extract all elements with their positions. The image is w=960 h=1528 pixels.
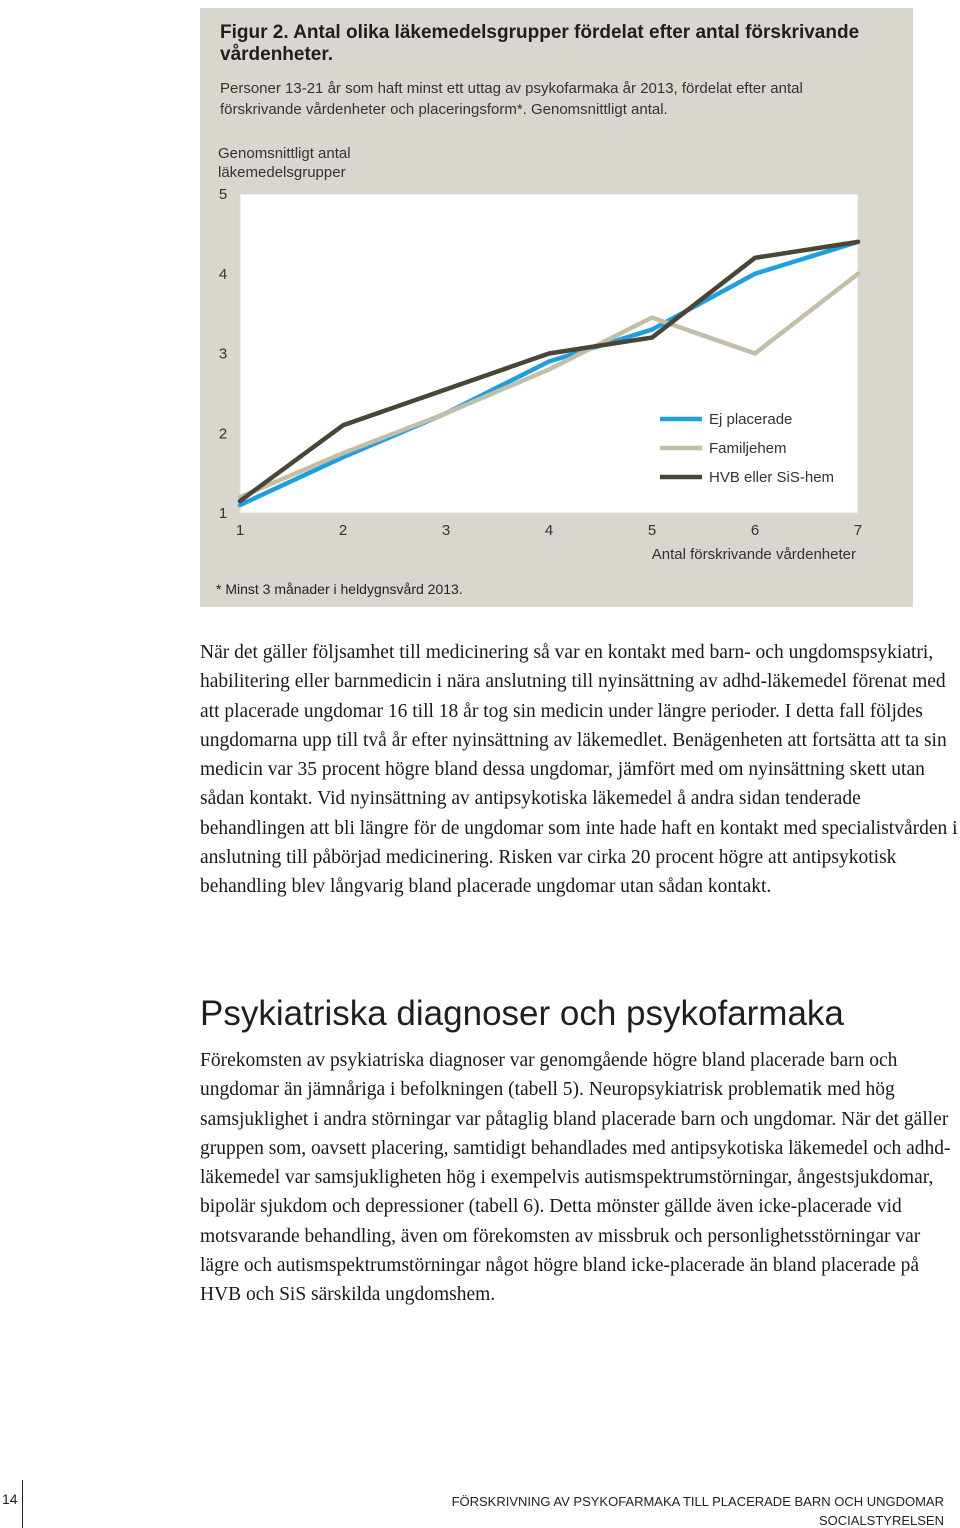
x-tick-label: 3 (441, 522, 451, 539)
x-tick-label: 5 (647, 522, 657, 539)
x-tick-label: 1 (235, 522, 245, 539)
legend-label: Familjehem (709, 440, 787, 457)
figure-subtitle: Personer 13-21 år som haft minst ett uttag av psykofarmaka år 2013, fördelat efter antal förskrivande vårdenheter och placeringsform*. Genomsnittligt antal. (220, 80, 803, 118)
y-tick-label: 2 (218, 425, 228, 443)
body-paragraph-2: Förekomsten av psykiatriska diagnoser var genomgående högre bland placerade barn och ungdomar än jämnåriga i befolkningen (tabell 5). Neuropsykiatrisk problematik med hög samsjuklighet i andra störningar var påtaglig bland placerade barn och ungdomar. När det gäller gruppen som, oavsett placering, samtidigt behandlades med antipsykotiska läkemedel och adhd-läkemedel var samsjukligheten hög i exempelvis autismspektrumstörningar, ångestsjukdomar, bipolär sjukdom och depressioner (tabell 6). Detta mönster gällde även icke-placerade vid motsvarande behandling, även om förekomsten av missbruk och personlighetsstörningar var lägre och autismspektrumstörningar något högre bland icke-placerade än bland placerade på HVB och SiS särskilda ungdomshem. (200, 1050, 951, 1306)
figure-title: Figur 2. Antal olika läkemedelsgrupper fördelat efter antal förskrivande vårdenheter. (220, 22, 860, 65)
x-axis-label: Antal förskrivande vårdenheter (651, 546, 856, 563)
legend-label: HVB eller SiS-hem (709, 469, 835, 486)
y-tick-label: 5 (218, 186, 228, 203)
body-paragraph-1: När det gäller följsamhet till medicinering så var en kontakt med barn- och ungdomspsykiatri, habilitering eller barnmedicin i nära anslutning till nyinsättning av adhd-läkemedel förenat med att placerade ungdomar 16 till 18 år tog sin medicin under längre perioder. I detta fall följdes ungdomarna upp till två år efter nyinsättning av läkemedlet. Benägenheten att fortsätta att ta sin medicin var 35 procent högre bland dessa ungdomar, jämfört med om nyinsättning skett utan sådan kontakt. Vid nyinsättning av antipsykotiska läkemedel å andra sidan tenderade behandlingen att bli längre för de ungdomar som inte hade haft en kontakt med specialistvården i anslutning till påbörjad medicinering. Risken var cirka 20 procent högre att antipsykotisk behandling blev långvarig bland placerade ungdomar utan sådan kontakt. (200, 642, 958, 898)
footer-divider (22, 1480, 23, 1528)
page-number: 14 (2, 1491, 18, 1507)
y-axis-label-line1: Genomsnittligt antal (218, 145, 351, 162)
y-tick-label: 3 (218, 345, 228, 363)
footer-document-title: FÖRSKRIVNING AV PSYKOFARMAKA TILL PLACERADE BARN OCH UNGDOMAR (451, 1494, 944, 1509)
y-tick-label: 1 (218, 505, 228, 522)
line-chart (200, 8, 913, 607)
y-axis-label-line2: läkemedelsgrupper (218, 164, 346, 181)
footer-organization: SOCIALSTYRELSEN (819, 1513, 944, 1528)
figure-footnote: * Minst 3 månader i heldygnsvård 2013. (216, 581, 463, 597)
figure-box (200, 8, 913, 607)
x-tick-label: 7 (853, 522, 863, 539)
legend-label: Ej placerade (709, 411, 793, 428)
x-tick-label: 6 (750, 522, 760, 539)
x-tick-label: 2 (338, 522, 348, 539)
section-heading: Psykiatriska diagnoser och psykofarmaka (200, 994, 844, 1033)
x-tick-label: 4 (544, 522, 554, 539)
y-tick-label: 4 (218, 265, 228, 283)
